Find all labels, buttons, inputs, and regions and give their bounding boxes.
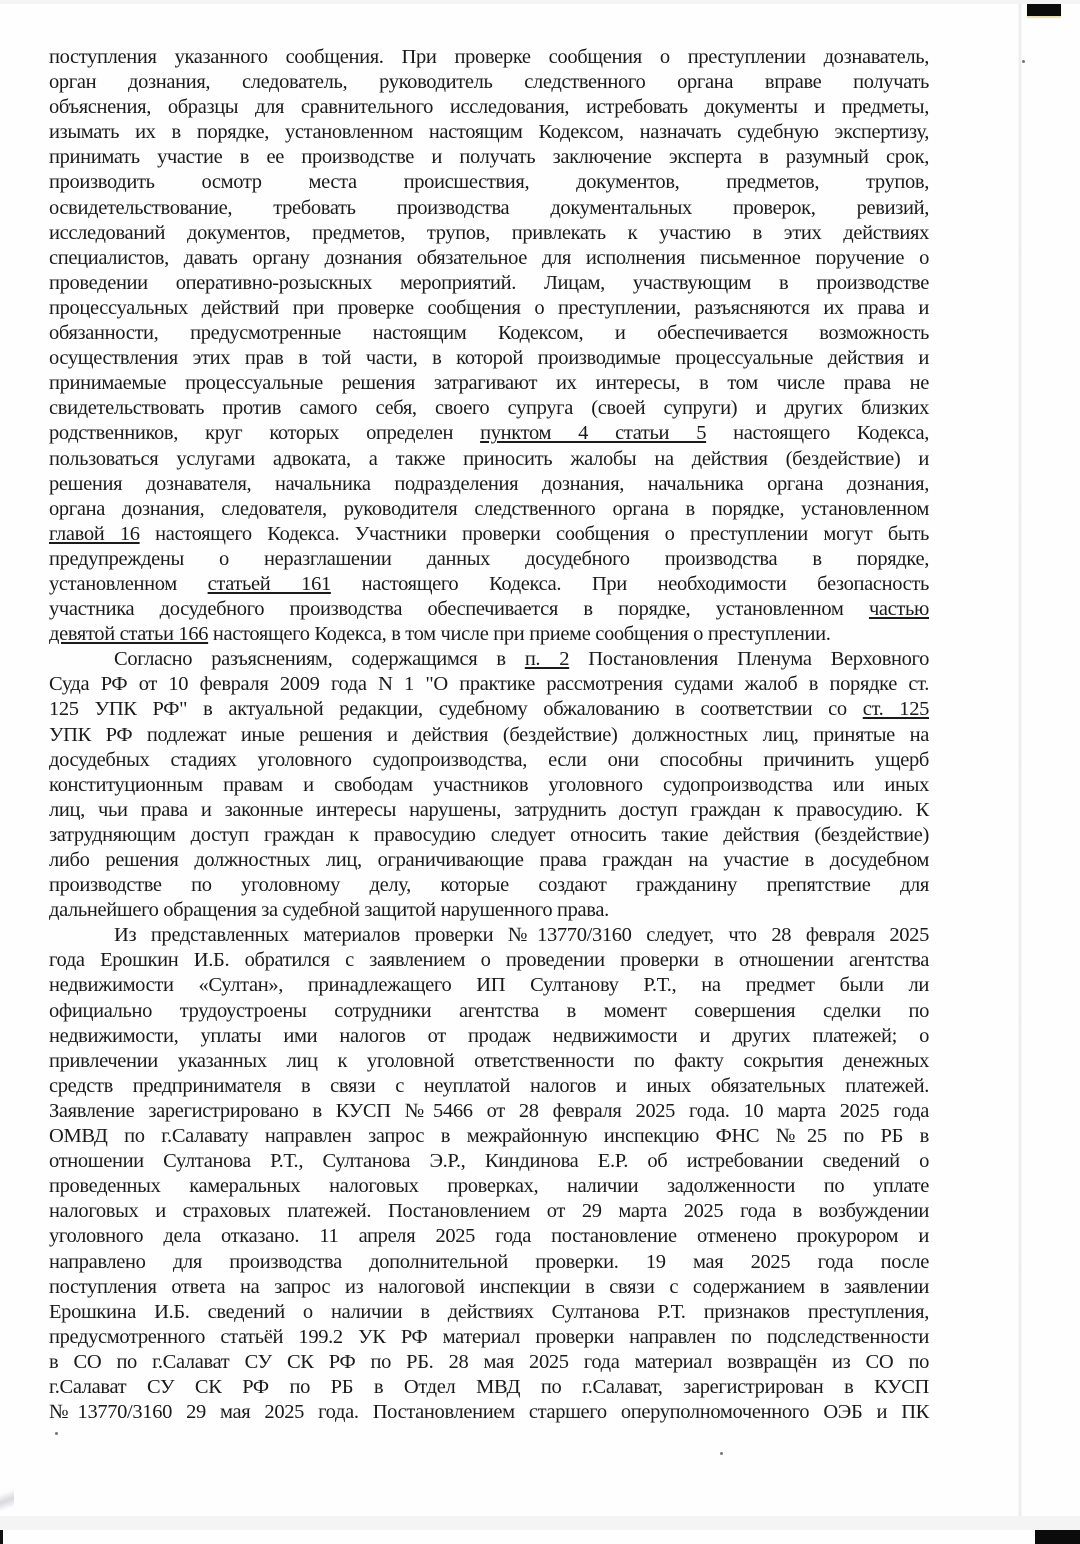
text-segment: орган дознания, следователь, руководитель следственного органа вправе получать xyxy=(49,71,929,94)
scan-corner-mark xyxy=(1027,4,1061,16)
text-line xyxy=(49,848,929,873)
text-segment: Ерошкина И.Б. сведений о наличии в действиях Султанова Р.Т. признаков преступления, xyxy=(49,1300,929,1323)
text-segment: 125 УПК РФ" в актуальной редакции, судебному обжалованию в соответствии со xyxy=(49,698,863,721)
scan-speck xyxy=(55,1432,58,1435)
text-line xyxy=(49,798,929,823)
text-segment: года Ерошкин И.Б. обратился с заявлением о проведении проверки в отношении агентства xyxy=(49,949,929,972)
text-line xyxy=(49,447,929,472)
page-separator xyxy=(0,1516,1080,1530)
text-line xyxy=(49,196,929,221)
text-segment: настоящего Кодекса. При необходимости безопасность xyxy=(330,572,929,595)
text-line xyxy=(49,1049,929,1074)
legal-reference-link[interactable]: главой 16 xyxy=(49,522,140,545)
text-line xyxy=(49,1074,929,1099)
scanned-document-page xyxy=(0,4,1080,1516)
text-segment: Постановления Пленума Верховного xyxy=(569,648,929,671)
text-line xyxy=(49,45,929,70)
text-line xyxy=(49,697,929,722)
text-segment: официально трудоустроены сотрудники агентства в момент совершения сделки по xyxy=(49,999,929,1022)
text-segment: либо решения должностных лиц, ограничивающие права граждан на участие в досудебном xyxy=(49,849,929,871)
text-line xyxy=(49,1024,929,1049)
text-line xyxy=(49,396,929,421)
text-line xyxy=(49,1300,929,1325)
text-segment: изымать их в порядке, установленном настоящим Кодексом, назначать судебную экспертизу, xyxy=(49,121,929,144)
text-segment: привлечении указанных лиц к уголовной ответственности по факту сокрытия денежных xyxy=(49,1049,929,1072)
document-body-text xyxy=(49,45,929,1425)
text-line xyxy=(49,271,929,296)
text-line xyxy=(49,145,929,170)
text-segment: родственников, круг которых определен xyxy=(49,422,481,445)
text-segment: Суда РФ от 10 февраля 2009 года N 1 "О практике рассмотрения судами жалоб в порядке ст. xyxy=(49,673,929,696)
text-line xyxy=(49,1224,929,1249)
text-line xyxy=(49,823,929,848)
text-segment: процессуальных действий при проверке сообщения о преступлении, разъясняются их права и xyxy=(49,296,929,319)
legal-reference-link[interactable]: ст. 125 xyxy=(862,698,929,721)
paragraph-first-line xyxy=(49,647,929,672)
text-line xyxy=(49,1400,929,1425)
text-segment: обязанности, предусмотренные настоящим Кодексом, и обеспечивается возможность xyxy=(49,322,929,345)
text-line xyxy=(49,246,929,271)
scan-speck xyxy=(1022,60,1025,63)
text-segment: налоговых и страховых платежей. Постановлением от 29 марта 2025 года в возбуждении xyxy=(49,1200,929,1223)
page-fold-edge xyxy=(1018,4,1022,1516)
text-line xyxy=(49,873,929,898)
text-segment: принимать участие в ее производстве и получать заключение эксперта в разумный срок, xyxy=(49,146,929,169)
text-line xyxy=(49,547,929,572)
text-segment: пользоваться услугами адвоката, а также приносить жалобы на действия (бездействие) и xyxy=(49,447,929,470)
scan-corner-mark xyxy=(0,1530,3,1544)
text-line xyxy=(49,1350,929,1375)
text-line xyxy=(49,1099,929,1124)
text-line xyxy=(49,95,929,120)
text-segment: предусмотренного статьёй 199.2 УК РФ материал проверки направлен по подследственности xyxy=(49,1325,929,1348)
text-line xyxy=(49,723,929,748)
text-segment: исследований документов, предметов, трупов, привлекать к участию в этих действиях xyxy=(49,221,929,244)
text-segment: настоящего Кодекса. Участники проверки сообщения о преступлении могут быть xyxy=(139,522,929,545)
text-segment: средств предпринимателя в связи с неуплатой налогов и иных обязательных платежей. xyxy=(49,1074,929,1097)
legal-reference-link[interactable]: девятой статьи 166 xyxy=(49,623,209,646)
text-line xyxy=(49,773,929,798)
text-line xyxy=(49,1275,929,1300)
text-segment: Согласно разъяснениям, содержащимся в xyxy=(114,648,525,671)
text-line xyxy=(49,898,929,923)
text-segment: предупреждены о неразглашении данных досудебного производства в порядке, xyxy=(49,547,929,570)
text-segment: специалистов, давать органу дознания обязательное для исполнения письменное поручение о xyxy=(49,246,929,269)
text-segment: затрудняющим доступ граждан к правосудию следует относить такие действия (бездействие) xyxy=(49,823,929,846)
text-segment: УПК РФ подлежат иные решения и действия (бездействие) должностных лиц, принятые на xyxy=(49,723,929,746)
text-segment: проведенных камеральных налоговых проверках, наличии задолженности по уплате xyxy=(49,1175,929,1198)
text-line xyxy=(49,497,929,522)
text-segment: поступления ответа на запрос из налоговой инспекции в связи с содержанием в заявлении xyxy=(49,1275,929,1298)
text-line xyxy=(49,221,929,246)
legal-reference-link[interactable]: пунктом 4 статьи 5 xyxy=(480,422,707,445)
legal-reference-link[interactable]: статьей 161 xyxy=(207,572,331,595)
text-segment: освидетельствование, требовать производства документальных проверок, ревизий, xyxy=(49,196,929,219)
text-segment: досудебных стадиях уголовного судопроизводства, если они способны причинить ущерб xyxy=(49,748,929,771)
text-segment: производстве по уголовному делу, которые создают гражданину препятствие для xyxy=(49,874,929,897)
text-line xyxy=(49,748,929,773)
scan-speck xyxy=(720,1452,723,1455)
text-line xyxy=(49,472,929,497)
text-segment: Из представленных материалов проверки №13770/3160 следует, что 28 февраля 2025 xyxy=(114,924,929,947)
text-segment: осуществления этих прав в той части, в которой производимые процессуальные действия и xyxy=(49,347,929,370)
text-line xyxy=(49,321,929,346)
text-segment: проведении оперативно-розыскных мероприятий. Лицам, участвующим в производстве xyxy=(49,271,929,294)
legal-reference-link[interactable]: п. 2 xyxy=(524,648,570,671)
text-segment: отношении Султанова Р.Т., Султанова Э.Р., Киндинова Е.Р. об истребовании сведений о xyxy=(49,1150,929,1173)
text-segment: конституционным правам и свободам участников уголовного судопроизводства или иных xyxy=(49,773,929,796)
text-line xyxy=(49,371,929,396)
text-line xyxy=(49,346,929,371)
text-segment: недвижимости, уплаты ими налогов от продаж недвижимости и других платежей; о xyxy=(49,1024,929,1047)
text-line xyxy=(49,1174,929,1199)
text-line xyxy=(49,597,929,622)
text-line xyxy=(49,1250,929,1275)
text-segment: объяснения, образцы для сравнительного исследования, истребовать документы и предметы, xyxy=(49,96,929,119)
text-line xyxy=(49,296,929,321)
text-segment: установленном xyxy=(49,572,208,595)
text-line xyxy=(49,672,929,697)
paragraph-first-line xyxy=(49,923,929,948)
text-line xyxy=(49,522,929,547)
text-segment: участника досудебного производства обеспечивается в порядке, установленном xyxy=(49,598,869,621)
text-line xyxy=(49,70,929,95)
text-line xyxy=(49,1325,929,1350)
text-segment: направлено для производства дополнительной проверки. 19 мая 2025 года после xyxy=(49,1250,929,1273)
text-line xyxy=(49,1149,929,1174)
text-line xyxy=(49,1199,929,1224)
text-segment: принимаемые процессуальные решения затрагивают их интересы, в том числе права не xyxy=(49,372,929,395)
text-segment: настоящего Кодекса, xyxy=(706,422,929,445)
text-line xyxy=(49,170,929,195)
text-line xyxy=(49,572,929,597)
text-segment: дальнейшего обращения за судебной защитой нарушенного права. xyxy=(49,899,609,922)
next-page-top-edge xyxy=(0,1530,1080,1544)
text-segment: решения дознавателя, начальника подразделения дознания, начальника органа дознания, xyxy=(49,472,929,495)
text-segment: недвижимости «Султан», принадлежащего ИП Султанову Р.Т., на предмет были ли xyxy=(49,974,929,997)
text-line xyxy=(49,120,929,145)
text-line xyxy=(49,1375,929,1400)
text-line xyxy=(49,973,929,998)
text-segment: лиц, чьи права и законные интересы нарушены, затруднить доступ граждан к правосудию. К xyxy=(49,798,929,821)
text-line xyxy=(49,622,929,647)
text-segment: производить осмотр места происшествия, документов, предметов, трупов, xyxy=(49,171,929,194)
text-segment: №13770/3160 29 мая 2025 года. Постановлением старшего оперуполномоченного ОЭБ и ПК xyxy=(49,1401,929,1424)
text-segment: настоящего Кодекса, в том числе при приеме сообщения о преступлении. xyxy=(208,623,831,646)
text-line xyxy=(49,1124,929,1149)
text-segment: Заявление зарегистрировано в КУСП №5466 от 28 февраля 2025 года. 10 марта 2025 года xyxy=(49,1099,929,1122)
text-segment: в СО по г.Салават СУ СК РФ по РБ. 28 мая 2025 года материал возвращён из СО по xyxy=(49,1350,929,1373)
text-line xyxy=(49,999,929,1024)
text-line xyxy=(49,948,929,973)
page-corner-shadow xyxy=(0,1476,14,1516)
text-segment: г.Салават СУ СК РФ по РБ в Отдел МВД по г.Салават, зарегистрирован в КУСП xyxy=(49,1375,929,1398)
text-segment: свидетельствовать против самого себя, своего супруга (своей супруги) и других близких xyxy=(49,397,929,420)
text-line xyxy=(49,421,929,446)
scan-corner-mark xyxy=(1035,1530,1080,1544)
text-segment: ОМВД по г.Салавату направлен запрос в межрайонную инспекцию ФНС №25 по РБ в xyxy=(49,1125,929,1148)
text-segment: поступления указанного сообщения. При проверке сообщения о преступлении дознаватель, xyxy=(49,46,929,68)
legal-reference-link[interactable]: частью xyxy=(868,598,929,621)
text-segment: уголовного дела отказано. 11 апреля 2025 года постановление отменено прокурором и xyxy=(49,1225,929,1248)
text-segment: органа дознания, следователя, руководителя следственного органа в порядке, установленном xyxy=(49,497,929,520)
